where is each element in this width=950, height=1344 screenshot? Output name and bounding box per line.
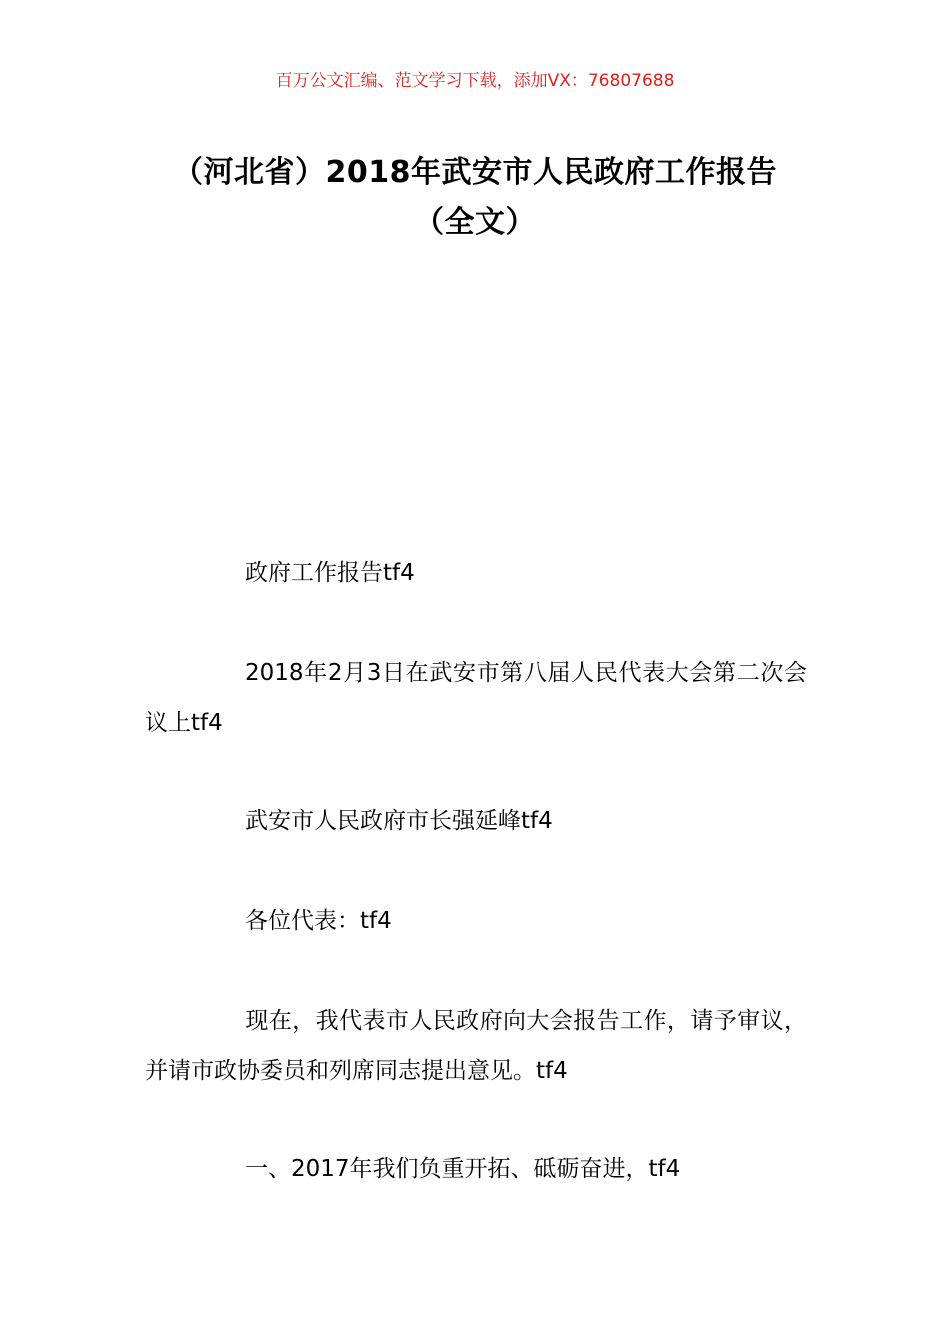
header-watermark-note: 百万公文汇编、范文学习下载，添加VX：76807688 [275, 71, 675, 91]
paragraph-text: 2018年2月3日在武安市第八届人民代表大会第二次会议上tf4 [145, 660, 807, 736]
paragraph-text: 现在，我代表市人民政府向大会报告工作，请予审议，并请市政协委员和列席同志提出意见。tf4 [145, 1008, 807, 1084]
paragraph-intro [145, 996, 807, 1096]
paragraph-salutation [145, 896, 807, 946]
paragraph-text: 政府工作报告tf4 [245, 560, 415, 586]
paragraph-report-label [145, 548, 807, 598]
paragraph-text: 各位代表：tf4 [245, 908, 392, 934]
paragraph-meeting-date [145, 648, 807, 748]
paragraph-text: 武安市人民政府市长强延峰tf4 [245, 808, 553, 834]
section-heading-one [145, 1144, 807, 1194]
paragraph-text: 一、2017年我们负重开拓、砥砺奋进，tf4 [245, 1156, 681, 1182]
document-title: （河北省）2018年武安市人民政府工作报告（全文） [173, 155, 777, 240]
paragraph-speaker [145, 796, 807, 846]
